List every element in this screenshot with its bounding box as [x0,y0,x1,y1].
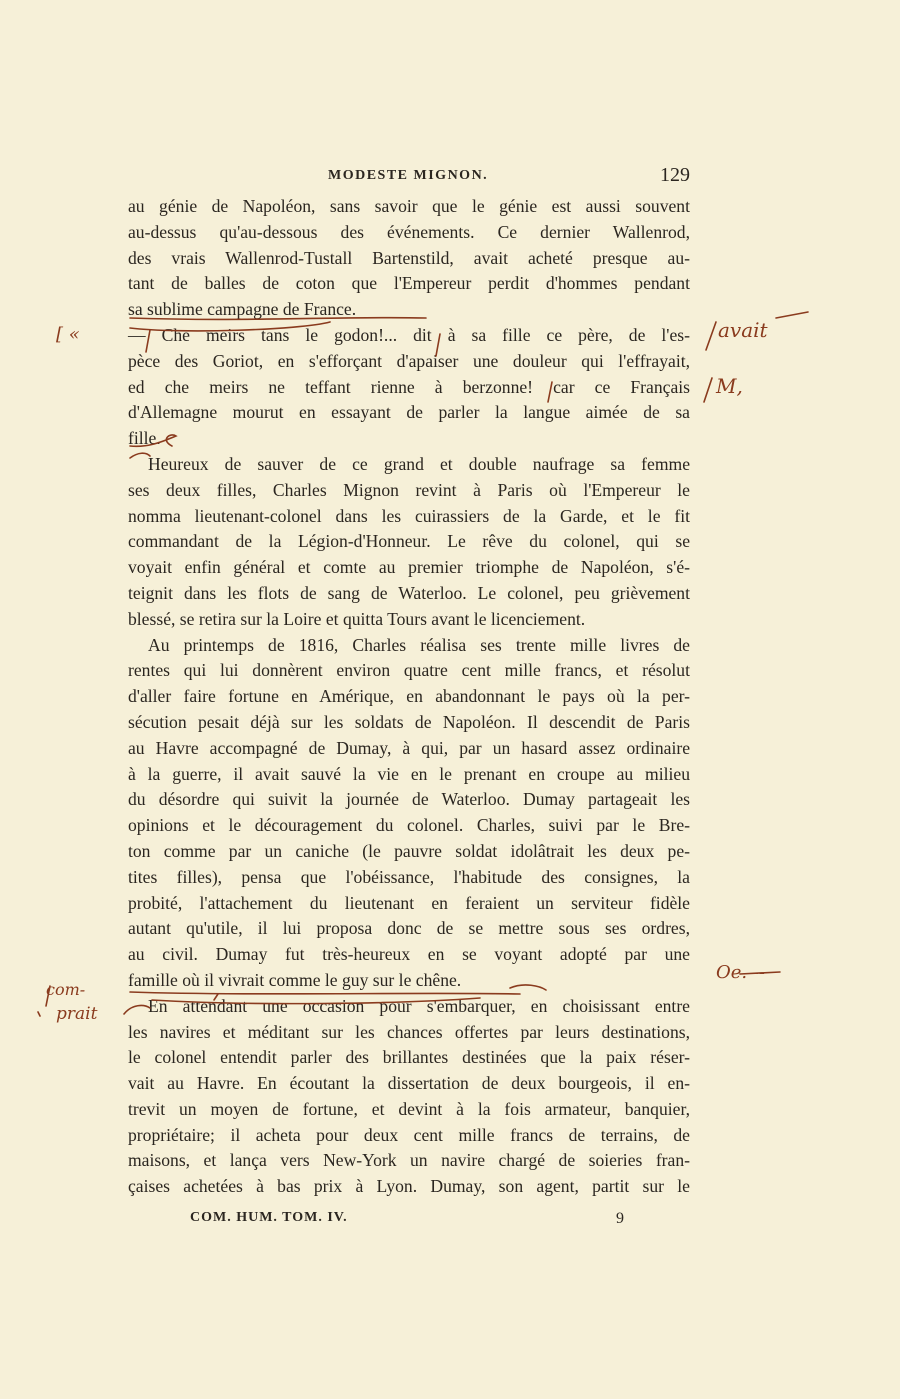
text-line: à la guerre, il avait sauvé la vie en le prenant en croupe au milieu [128,763,690,784]
annotation-left-quote: [ « [56,324,80,345]
page-header [128,164,690,190]
text-line: propriétaire; il acheta pour deux cent mille francs de terrains, de [128,1124,690,1145]
text-line: d'aller faire fortune en Amérique, en abandonnant le pays où la per- [128,686,690,707]
text-line: opinions et le découragement du colonel. Charles, suivi par le Bre- [128,815,690,836]
margin-slash [706,322,716,350]
signature-mark: COM. HUM. TOM. IV. [190,1210,348,1225]
text-line: çaises achetées à bas prix à Lyon. Dumay, son agent, partit sur le [128,1176,690,1197]
text-line: — Che meirs tans le godon!... dit à sa fille ce père, de l'es- [128,324,690,345]
text-line: fille. [128,428,161,449]
text-line: les navires et méditant sur les chances offertes par leurs destinations, [128,1021,690,1042]
text-line: tites filles), pensa que l'obéissance, l'habitude des consignes, la [128,866,690,887]
text-line: d'Allemagne mourut en essayant de parler la langue aimée de sa [128,402,690,423]
text-line: teignit dans les flots de sang de Waterloo. Le colonel, peu grièvement [128,582,690,603]
text-line: pèce des Goriot, en s'efforçant d'apaiser une douleur qui l'effrayait, [128,350,690,371]
text-line: sa sublime campagne de France. [128,299,357,320]
annotation-left-prait: prait [56,1004,98,1024]
annotation-left-com: com- [46,980,86,999]
text-line: commandant de la Légion-d'Honneur. Le rêve du colonel, qui se [128,531,690,552]
text-line: ed che meirs ne teffant rienne à berzonne! car ce Français [128,376,690,397]
margin-slash [776,312,808,318]
text-line: du désordre qui suivit la journée de Waterloo. Dumay partageait les [128,789,690,810]
text-line: au-dessus qu'au-dessous des événements. Ce dernier Wallenrod, [128,221,690,242]
page-number: 129 [660,164,690,186]
text-line: voyait enfin général et comte au premier triomphe de Napoléon, s'é- [128,557,690,578]
text-line: tant de balles de coton que l'Empereur perdit d'hommes pendant [128,273,690,294]
margin-slash [704,378,712,402]
running-title: MODESTE MIGNON. [328,168,489,183]
text-line: blessé, se retira sur la Loire et quitta Tours avant le licenciement. [128,608,586,629]
text-line: au génie de Napoléon, sans savoir que le génie est aussi souvent [128,196,690,216]
body-text [128,194,690,1200]
text-line: trevit un moyen de fortune, et devint à la fois armateur, banquier, [128,1098,690,1119]
annotation-right-m: M, [716,374,743,398]
margin-dot [38,1012,40,1016]
annotation-right-avait: avait [718,318,768,342]
text-line: maisons, et lança vers New-York un navire chargé de soieries fran- [128,1150,690,1171]
text-line: vait au Havre. En écoutant la dissertation de deux bourgeois, il en- [128,1073,690,1094]
text-line: Au printemps de 1816, Charles réalisa ses trente mille livres de [148,634,690,655]
text-line: des vrais Wallenrod-Tustall Bartenstild, avait acheté presque au- [128,247,690,268]
text-line: au civil. Dumay fut très-heureux en se voyant adopté par une [128,944,690,965]
text-line: ton comme par un caniche (le pauvre soldat idolâtrait les deux pe- [128,840,690,861]
text-line: sécution pesait déjà sur les soldats de Napoléon. Il descendit de Paris [128,711,690,732]
text-line: Heureux de sauver de ce grand et double naufrage sa femme [148,453,690,474]
text-line: ses deux filles, Charles Mignon revint à Paris où l'Empereur le [128,479,690,500]
text-line: En attendant une occasion pour s'embarquer, en choisissant entre [148,995,690,1016]
text-line: au Havre accompagné de Dumay, à qui, par un hasard assez ordinaire [128,737,690,758]
text-line: rentes qui lui donnèrent environ quatre cent mille francs, et résolut [128,660,690,681]
text-line: famille où il vivrait comme le guy sur le chêne. [128,969,462,990]
signature-number: 9 [616,1210,625,1227]
annotation-right-oe: Oe. -- [716,962,766,983]
text-line: autant qu'utile, il lui proposa donc de se mettre sous ses ordres, [128,918,690,939]
text-line: le colonel entendit parler des brillantes destinées que la paix réser- [128,1047,690,1068]
text-line: nomma lieutenant-colonel dans les cuirassiers de la Garde, et le fit [128,505,690,526]
text-line: probité, l'attachement du lieutenant en feraient un serviteur fidèle [128,892,690,913]
